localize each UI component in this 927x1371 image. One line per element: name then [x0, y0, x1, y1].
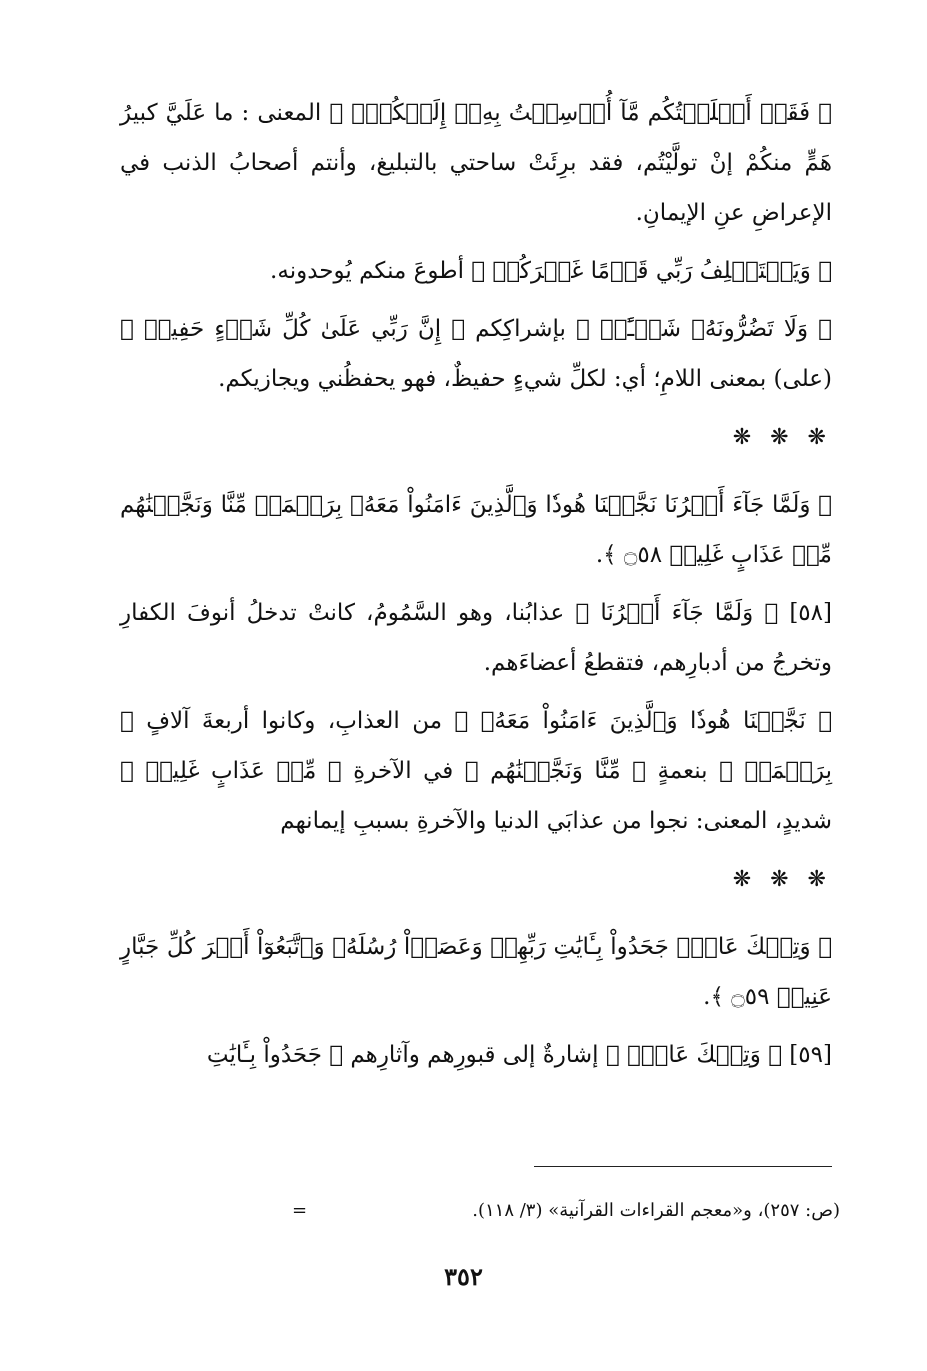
tafsir-58-continuation: ﴿ نَجَّيۡنَا هُودٗا وَٱلَّذِينَ ءَامَنُواْ مَعَهُۥ ﴾ من العذابِ، وكانوا أربعةَ آلافٍ ﴿ بِرَحۡمَةٖ ﴾ بنعمةٍ ﴿ مِّنَّا وَنَجَّيۡنَٰهُم ﴾ في الآخرةِ ﴿ مِّنۡ عَذَابٍ غَلِيظٖ ﴾ شديدٍ، المعنى: نجوا من عذابَي الدنيا والآخرةِ بسببِ إيمانهم [120, 708, 832, 834]
tafsir-59-paragraph: [٥٩] ﴿ وَتِلۡكَ عَادٞۖ ﴾ إشارةٌ إلى قبورِهم وآثارِهم ﴿ جَحَدُواْ بِـَٔايَٰتِ [206, 1042, 832, 1068]
section-separator: ❋ ❋ ❋ [732, 425, 832, 450]
page-number: ٣٥٢ [444, 1262, 483, 1291]
footnote-continuation-marker: = [292, 1200, 308, 1221]
quran-verse-58: ﴿ وَلَمَّا جَآءَ أَمۡرُنَا نَجَّيۡنَا هُودٗا وَٱلَّذِينَ ءَامَنُواْ مَعَهُۥ بِرَحۡمَةٖ مِّنَّا وَنَجَّيۡنَٰهُم مِّنۡ عَذَابٍ غَلِيظٖ ۝٥٨ ﴾. [120, 492, 832, 568]
section-separator: ❋ ❋ ❋ [732, 867, 832, 892]
tafsir-58-paragraph: [٥٨] ﴿ وَلَمَّا جَآءَ أَمۡرُنَا ﴾ عذابُنا، وهو السَّمُومُ، كانتْ تدخلُ أنوفَ الكفارِ وتخرجُ من أدبارِهم، فتقطعُ أعضاءَهم. [120, 600, 832, 676]
main-text [120, 88, 832, 1084]
footnote-divider [534, 1166, 832, 1167]
quran-verse-59: ﴿ وَتِلۡكَ عَادٞۖ جَحَدُواْ بِـَٔايَٰتِ رَبِّهِمۡ وَعَصَوۡاْ رُسُلَهُۥ وَٱتَّبَعُوٓاْ أَمۡرَ كُلِّ جَبَّارٍ عَنِيدٖ ۝٥٩ ﴾. [120, 934, 832, 1010]
footnote [292, 1196, 840, 1226]
paragraph-istikhlaf: ﴿ وَيَسۡتَخۡلِفُ رَبِّي قَوۡمًا غَيۡرَكُمۡ ﴾ أطوعَ منكم يُوحدونه. [270, 258, 832, 284]
footnote-text: (ص: ٢٥٧)، و«معجم القراءات القرآنية» (٣/ ١١٨). [472, 1200, 840, 1221]
paragraph-hafiz: ﴿ وَلَا تَضُرُّونَهُۥ شَيۡـًٔاۚ ﴾ بإشراكِكم ﴿ إِنَّ رَبِّي عَلَىٰ كُلِّ شَيۡءٍ حَفِيظٞ ﴾ (على) بمعنى اللامِ؛ أي: لكلِّ شيءٍ حفيظٌ، فهو يحفظُني ويجازيكم. [120, 316, 832, 392]
paragraph-verse-57-meaning: ﴿ فَقَدۡ أَبۡلَغۡتُكُم مَّآ أُرۡسِلۡتُ بِهِۦٓ إِلَيۡكُمۡۚ ﴾ المعنى : ما عَلَيَّ كبيرُ هَمٍّ منكُمْ إنْ تولَّيْتُم، فقد برِئَتْ ساحتي بالتبليغ، وأنتم أصحابُ الذنب في الإعراضِ عنِ الإيمانِ. [120, 100, 832, 226]
